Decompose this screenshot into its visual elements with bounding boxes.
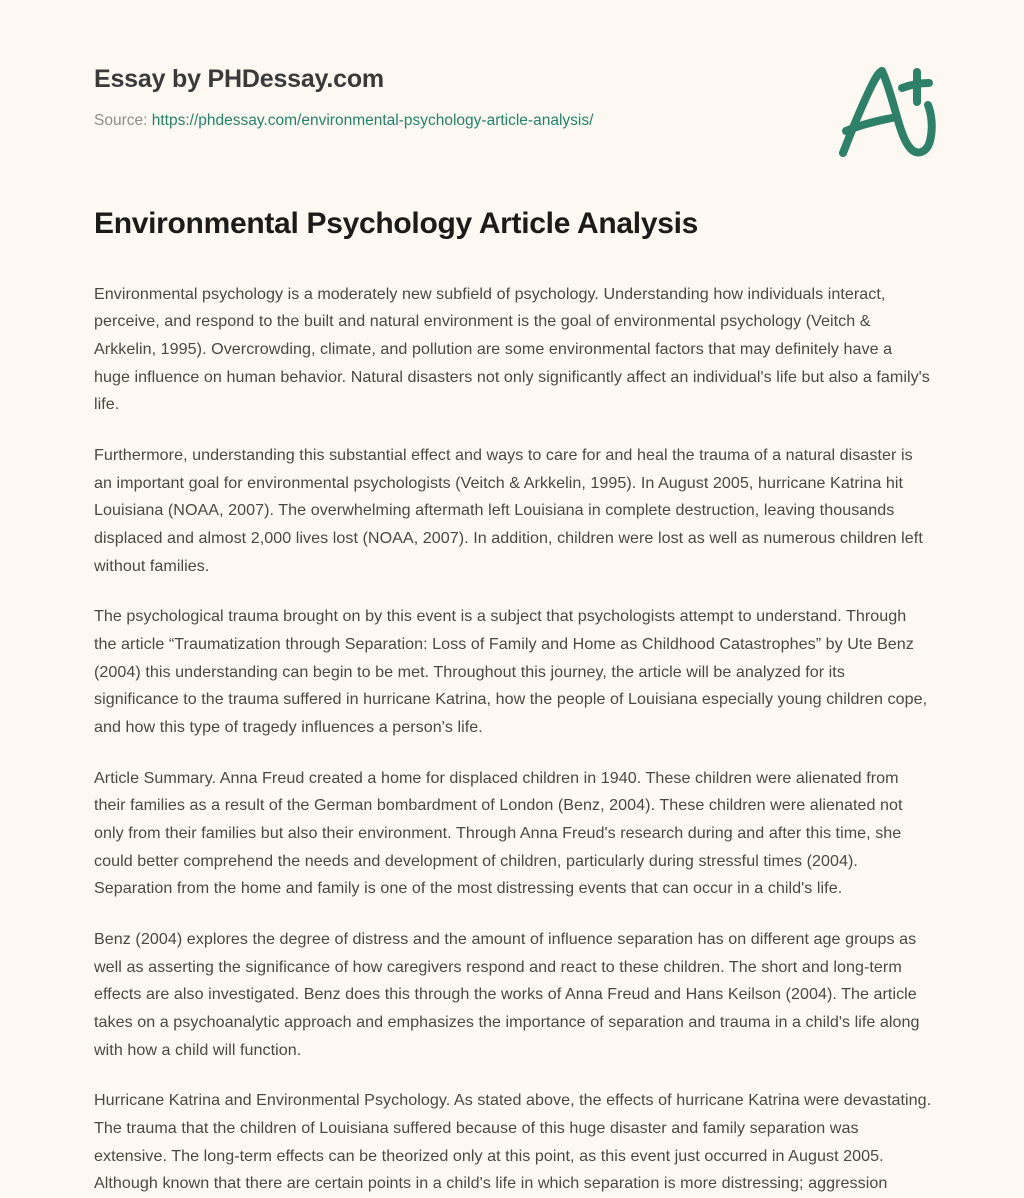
document-header <box>0 0 1024 178</box>
article-paragraph: Benz (2004) explores the degree of distress and the amount of influence separation has on different age groups as well as asserting the significance of how caregivers respond and react to these children. The short and long-term effects are also investigated. Benz does this through the works of Anna Freud and Hans Keilson (2004). The article takes on a psychoanalytic approach and emphasizes the importance of separation and trauma in a child's life along with how a child will function. <box>94 929 920 1059</box>
source-url-link[interactable]: https://phdessay.com/environmental-psychology-article-analysis/ <box>151 112 594 129</box>
brand-block <box>94 64 794 131</box>
article-paragraph: Article Summary. Anna Freud created a home for displaced children in 1940. These children were alienated from their families as a result of the German bombardment of London (Benz, 2004). These children were alienated not only from their families but also their environment. Through Anna Freud's research during and after this time, she could better comprehend the needs and development of children, particularly during stressful times (2004). Separation from the home and family is one of the most distressing events that can occur in a child's life. <box>94 768 903 898</box>
article-container <box>94 205 932 1198</box>
phdessay-logo <box>828 55 948 165</box>
article-paragraph: Hurricane Katrina and Environmental Psychology. As stated above, the effects of hurricane Katrina were devastating. The trauma that the children of Louisiana suffered because of this huge disaster and family separation was extensive. The long-term effects can be theorized only at this point, as this event just occurred in August 2005. Although known that there are certain points in a child's life in which separation is more distressing; aggression <box>94 1091 932 1193</box>
source-line <box>94 111 794 131</box>
article-body <box>94 281 932 1198</box>
article-paragraph: Furthermore, understanding this substantial effect and ways to care for and heal the trauma of a natural disaster is an important goal for environmental psychologists (Veitch & Arkkelin, 1995). In August 2005, hurricane Katrina hit Louisiana (NOAA, 2007). The overwhelming aftermath left Louisiana in complete destruction, leaving thousands displaced and almost 2,000 lives lost (NOAA, 2007). In addition, children were lost as well as numerous children left without families. <box>94 445 923 575</box>
article-paragraph: Environmental psychology is a moderately new subfield of psychology. Understanding how individuals interact, perceive, and respond to the built and natural environment is the goal of environmental psychology (Veitch & Arkkelin, 1995). Overcrowding, climate, and pollution are some environmental factors that may definitely have a huge influence on human behavior. Natural disasters not only significantly affect an individual's life but also a family's life. <box>94 284 930 414</box>
a-plus-logo-icon <box>828 55 948 165</box>
brand-title: Essay by PHDessay.com <box>94 65 384 93</box>
article-paragraph: The psychological trauma brought on by this event is a subject that psychologists attempt to understand. Through the article “Traumatization through Separation: Loss of Family and Home as Childhood Catastrophes” by Ute Benz (2004) this understanding can begin to be met. Throughout this journey, the article will be analyzed for its significance to the trauma suffered in hurricane Katrina, how the people of Louisiana especially young children cope, and how this type of tragedy influences a person's life. <box>94 607 928 736</box>
source-label: Source: <box>94 112 148 129</box>
page-title: Environmental Psychology Article Analysis <box>94 207 699 240</box>
